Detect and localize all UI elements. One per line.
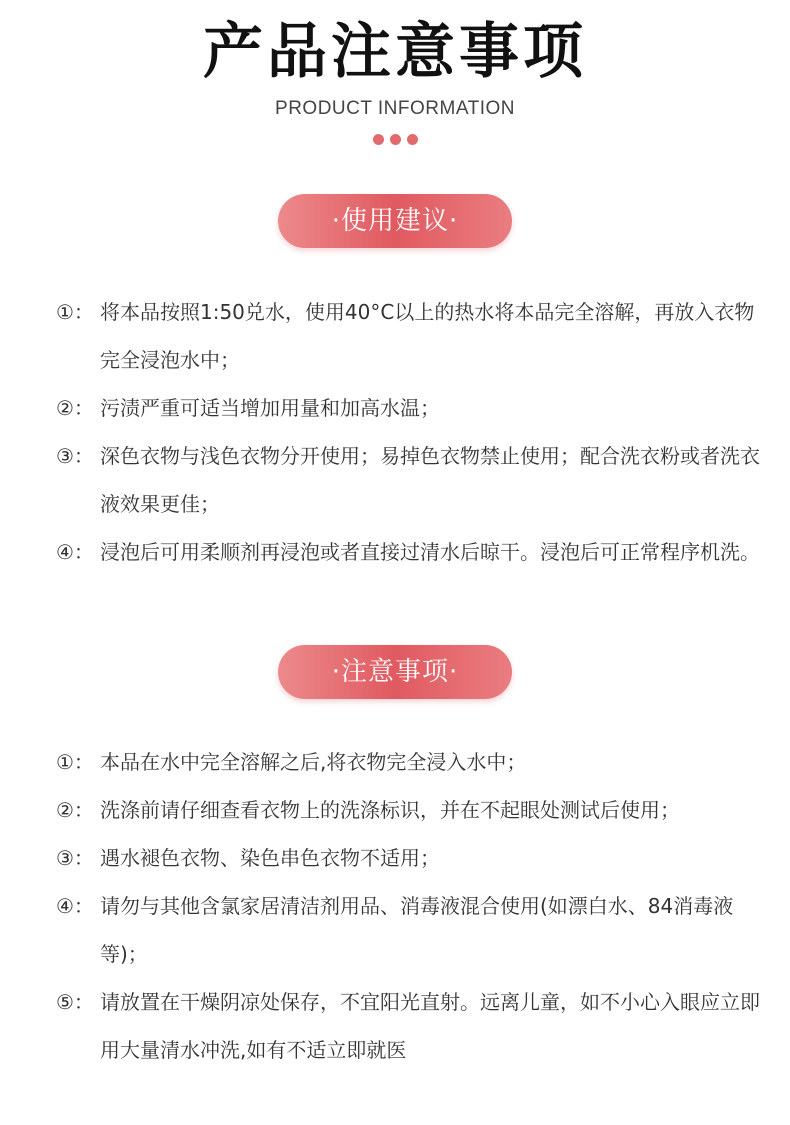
item-number: ②： — [56, 798, 94, 822]
section-header-usage: ·使用建议· — [278, 194, 512, 248]
list-item — [56, 432, 766, 528]
dot-icon — [407, 134, 418, 145]
item-text: 浸泡后可用柔顺剂再浸泡或者直接过清水后晾干。浸泡后可正常程序机洗。 — [100, 540, 760, 564]
usage-list — [56, 288, 766, 576]
list-item — [56, 978, 766, 1074]
list-item — [56, 288, 766, 384]
item-number: ②： — [56, 396, 94, 420]
list-item — [56, 528, 766, 576]
item-text: 洗涤前请仔细查看衣物上的洗涤标识，并在不起眼处测试后使用； — [100, 798, 680, 822]
item-number: ①： — [56, 750, 94, 774]
item-text: 请放置在干燥阴凉处保存，不宜阳光直射。远离儿童，如不小心入眼应立即用大量清水冲洗,如有不适立即就医 — [100, 990, 760, 1062]
list-item — [56, 786, 766, 834]
page-title: 产品注意事项 — [203, 17, 587, 87]
item-number: ④： — [56, 540, 94, 564]
item-number: ③： — [56, 846, 94, 870]
page-subtitle: PRODUCT INFORMATION — [275, 98, 515, 119]
decorative-dots — [0, 134, 790, 145]
list-item — [56, 384, 766, 432]
item-text: 将本品按照1:50兑水，使用40°C以上的热水将本品完全溶解，再放入衣物完全浸泡水中； — [100, 300, 755, 372]
item-text: 请勿与其他含氯家居清洁剂用品、消毒液混合使用(如漂白水、84消毒液等)； — [100, 894, 734, 966]
item-number: ④： — [56, 894, 94, 918]
list-item — [56, 882, 766, 978]
item-text: 遇水褪色衣物、染色串色衣物不适用； — [100, 846, 440, 870]
dot-icon — [390, 134, 401, 145]
item-text: 本品在水中完全溶解之后,将衣物完全浸入水中； — [100, 750, 527, 774]
item-number: ⑤： — [56, 990, 94, 1014]
dot-icon — [373, 134, 384, 145]
item-number: ①： — [56, 300, 94, 324]
list-item — [56, 834, 766, 882]
item-number: ③： — [56, 444, 94, 468]
item-text: 深色衣物与浅色衣物分开使用；易掉色衣物禁止使用；配合洗衣粉或者洗衣液效果更佳； — [100, 444, 760, 516]
precautions-list — [56, 738, 766, 1074]
item-text: 污渍严重可适当增加用量和加高水温； — [100, 396, 440, 420]
section-header-precautions: ·注意事项· — [278, 645, 512, 699]
list-item — [56, 738, 766, 786]
